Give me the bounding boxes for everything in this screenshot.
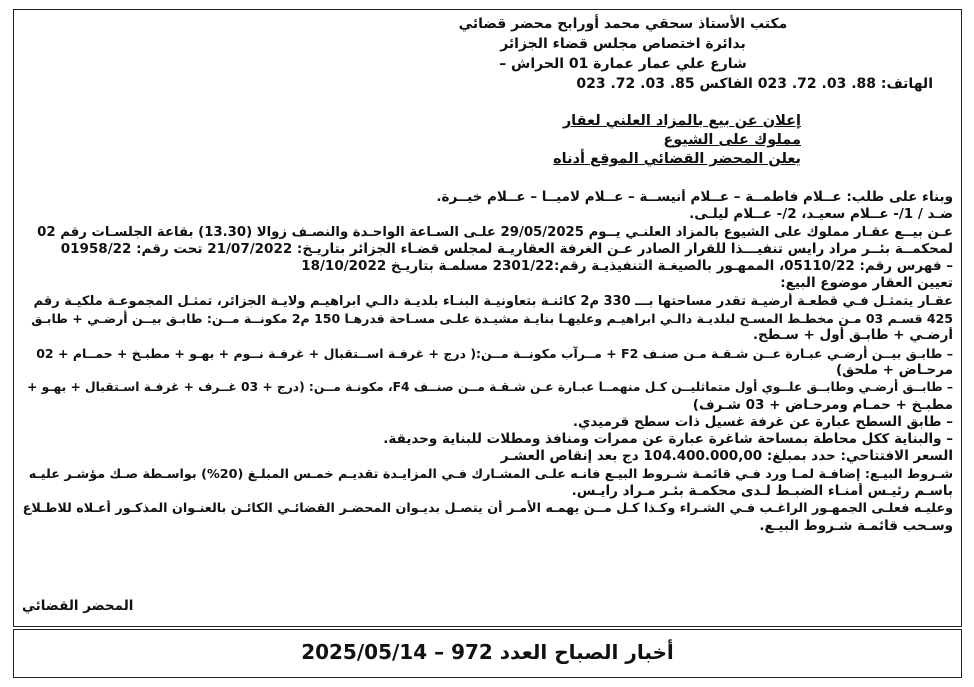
office-address: شارع علي عمار عمارة 01 الحراش – [499,56,747,72]
body-line: 425 قسـم 03 مـن مخطـط المسـح لبلديـة دالـي ابراهيـم وعليهـا بنايـة مشيـدة علـى مسـاحة قدرهـا 150 م2 مكونــة مــن: طابـق بيــن أرضـي + طابـق [31,311,953,327]
body-line: ضـد / 1/- عــلام سعيـد، 2/- عــلام ليلـى. [689,206,953,223]
office-phone: الهاتف: 88. 03. 72. 023 الفاكس 85. 03. 72. 023 [576,76,933,92]
notice-announcer: يعلن المحضر القضائي الموقع أدناه [553,151,801,167]
body-line: عـن بيــع عقـار مملوك على الشيوع بالمزاد العلنـي يــوم 29/05/2025 علـى السـاعة الواحـدة والنصـف زوالا (13.30) بقاعة الجلسـات رقم 02 [37,224,953,240]
body-line: شـروط البيـع: إضافـة لمـا ورد فـي قائمـة شـروط البيـع فانـه علـى المشـارك فـي المزايـدة تقديـم خمـس المبلـغ (20%) بواسـطة صـك مؤشـر عليـه [28,466,953,482]
jurisdiction: بدائرة اختصاص مجلس قضاء الجزائر [500,36,746,52]
auction-notice [13,9,962,627]
body-line: – والبناية ككل محاطة بمساحة شاغرة عبارة عن ممرات ومنافذ ومطلات للبناية وحديقة. [383,431,953,448]
body-line: وبناء على طلب: عــلام فاطمــة – عــلام أنيســة – عــلام لاميــا – عــلام خيــرة. [436,189,953,205]
page [13,9,962,678]
body-line: – طابـق بيــن أرضـي عبـارة عــن شـقـة مـن صنـف F2 + مــرآب مكونــة مــن:( درج + غرفـة اســتقبال + غرفـة نــوم + بهـو + مطبـخ + حمــام + 02 [36,345,953,361]
publication-footer [13,629,962,678]
body-line: – فهرس رقم: 05110/22، الممهـور بالصيغـة التنفيذيـة رقم:2301/22 مسلمـة بتاريـخ 18/10/2022 [301,258,953,275]
body-line: أرضـي + طابـق أول + سـطح. [752,327,953,344]
body-line: وعليـه فعلـى الجمهـور الراغـب فـي الشـراء وكـذا كـل مــن يهمـه الأمـر أن يتصـل بديـوان المحضـر القضائـي الكائـن بالعنـوان المذكـور أعـلاه للاطـلاع [23,501,953,517]
body-line: عقـار يتمثـل فـي قطعـة أرضيـة تقدر مساحتها بـــ 330 م2 كائنـة بتعاونيـة البنـاء بلديـة دالـي ابراهيـم ولايـة الجزائر، تمثـل المجموعـة ملكيـة رقم [33,293,953,309]
body-line: باسـم رئيـس أمنـاء الضبـط لـدى محكمـة بئـر مـراد رايـس. [571,483,953,500]
notice-body [23,189,953,535]
notice-titles [421,112,801,169]
office-name: مكتب الأستاذ سحقي محمد أورابح محضر قضائي [458,16,788,32]
body-line: لمحكمــة بئــر مراد رايس تنفيـــذا للقرار الصادر عـن الغرفة العقاريـة لمجلس قضـاء الجزائر بتاريـخ: 21/07/2022 تحت رقم: 01958/22 [60,240,953,257]
notice-title: إعلان عن بيع بالمزاد العلني لعقار [562,113,801,129]
bailiff-header [303,14,943,94]
publication-info: أخبار الصباح العدد 972 – 2025/05/14 [301,640,674,664]
body-line: – طابــق أرضـي وطابــق علــوي أول متماثليــن كـل منهمــا عبـارة عـن شـقـة مــن صنــف F4، مكونـة مــن: (درج + 03 غــرف + غرفـة اسـتقبال + بهـو + [27,380,953,395]
body-line: وسـحب قائمـة شـروط البيـع. [759,517,953,534]
bailiff-signature: المحضر القضائي [22,598,134,614]
notice-subtitle: مملوك على الشيوع [663,132,801,148]
body-line: تعيين العقار موضوع البيع: [780,275,953,292]
body-line: مرحـاض + ملحق) [836,361,953,378]
body-line: السعر الافتتاحي: حدد بمبلغ: 104.400.000,00 دج بعد إنقاص العشـر [500,448,953,465]
body-line: – طابق السطح عبارة عن غرفة غسيل ذات سطح قرميدي. [572,413,953,430]
body-line: مطبـخ + حمـام ومرحـاض + 03 شـرف) [692,396,953,413]
